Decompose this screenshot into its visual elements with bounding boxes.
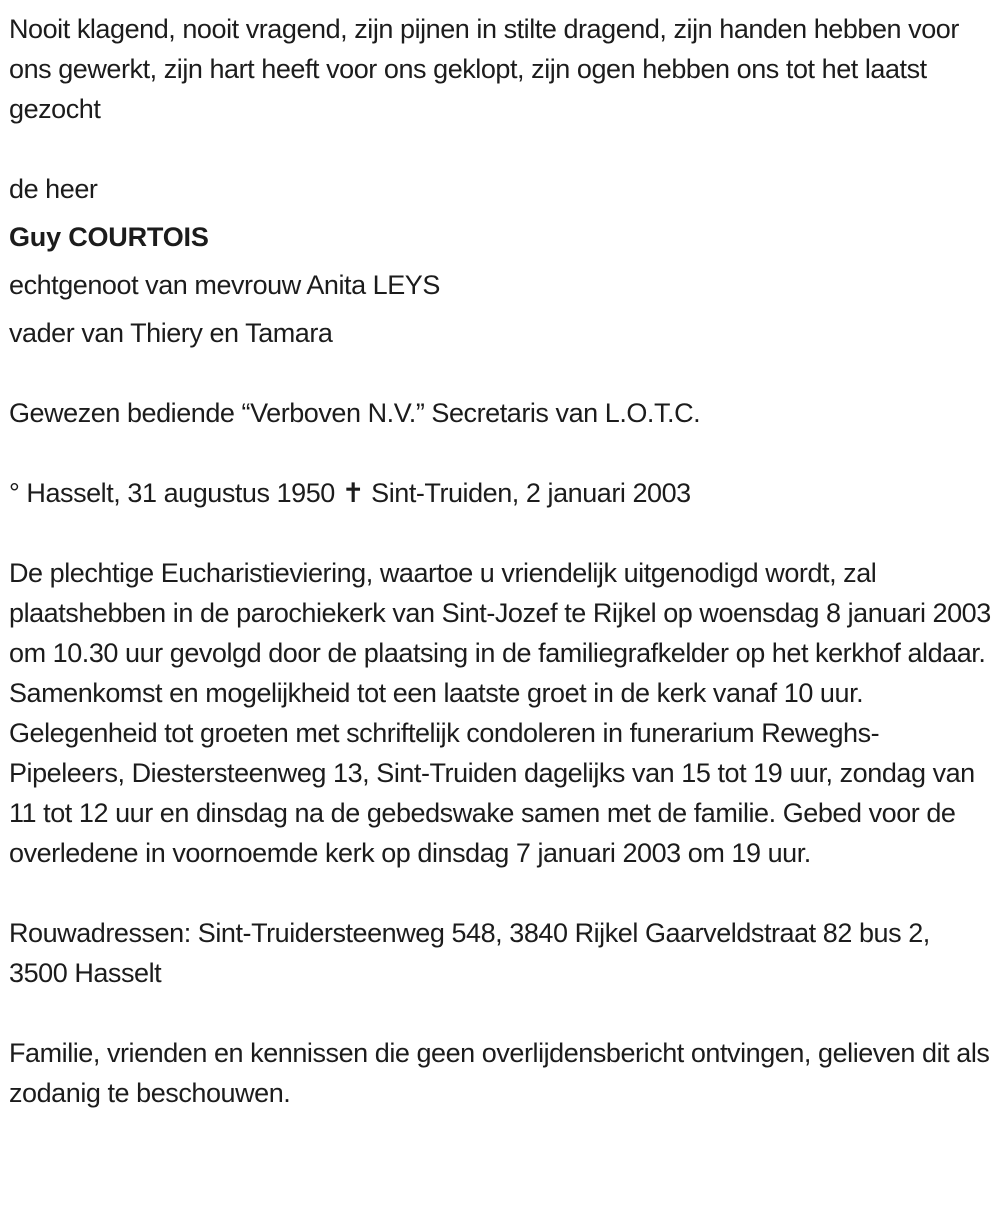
- profession-line: Gewezen bediende “Verboven N.V.” Secretaris van L.O.T.C.: [9, 398, 701, 428]
- closing-notice: Familie, vrienden en kennissen die geen overlijdensbericht ontvingen, gelieven dit als zodanig te beschouwen.: [9, 1038, 990, 1108]
- spouse-line: echtgenoot van mevrouw Anita LEYS: [9, 270, 440, 300]
- epitaph-text: Nooit klagend, nooit vragend, zijn pijnen in stilte dragend, zijn handen hebben voor ons gewerkt, zijn hart heeft voor ons geklopt, zijn ogen hebben ons tot het laatst gezocht: [9, 14, 959, 124]
- mourning-addresses: Rouwadressen: Sint-Truidersteenweg 548, 3840 Rijkel Gaarveldstraat 82 bus 2, 3500 Hasselt: [9, 918, 930, 988]
- deceased-name: Guy COURTOIS: [9, 222, 209, 252]
- children-line: vader van Thiery en Tamara: [9, 318, 333, 348]
- birth-death-line: ° Hasselt, 31 augustus 1950 ✝ Sint-Truiden, 2 januari 2003: [9, 478, 691, 508]
- service-announcement: De plechtige Eucharistieviering, waartoe u vriendelijk uitgenodigd wordt, zal plaatshebben in de parochiekerk van Sint-Jozef te Rijkel op woensdag 8 januari 2003 om 10.30 uur gevolgd door de plaatsing in de familiegrafkelder op het kerkhof aldaar. Samenkomst en mogelijkheid tot een laatste groet in de kerk vanaf 10 uur. Gelegenheid tot groeten met schriftelijk condoleren in funerarium Reweghs-Pipeleers, Diestersteenweg 13, Sint-Truiden dagelijks van 15 tot 19 uur, zondag van 11 tot 12 uur en dinsdag na de gebedswake samen met de familie. Gebed voor de overledene in voornoemde kerk op dinsdag 7 januari 2003 om 19 uur.: [9, 558, 991, 868]
- salutation-line: de heer: [9, 174, 98, 204]
